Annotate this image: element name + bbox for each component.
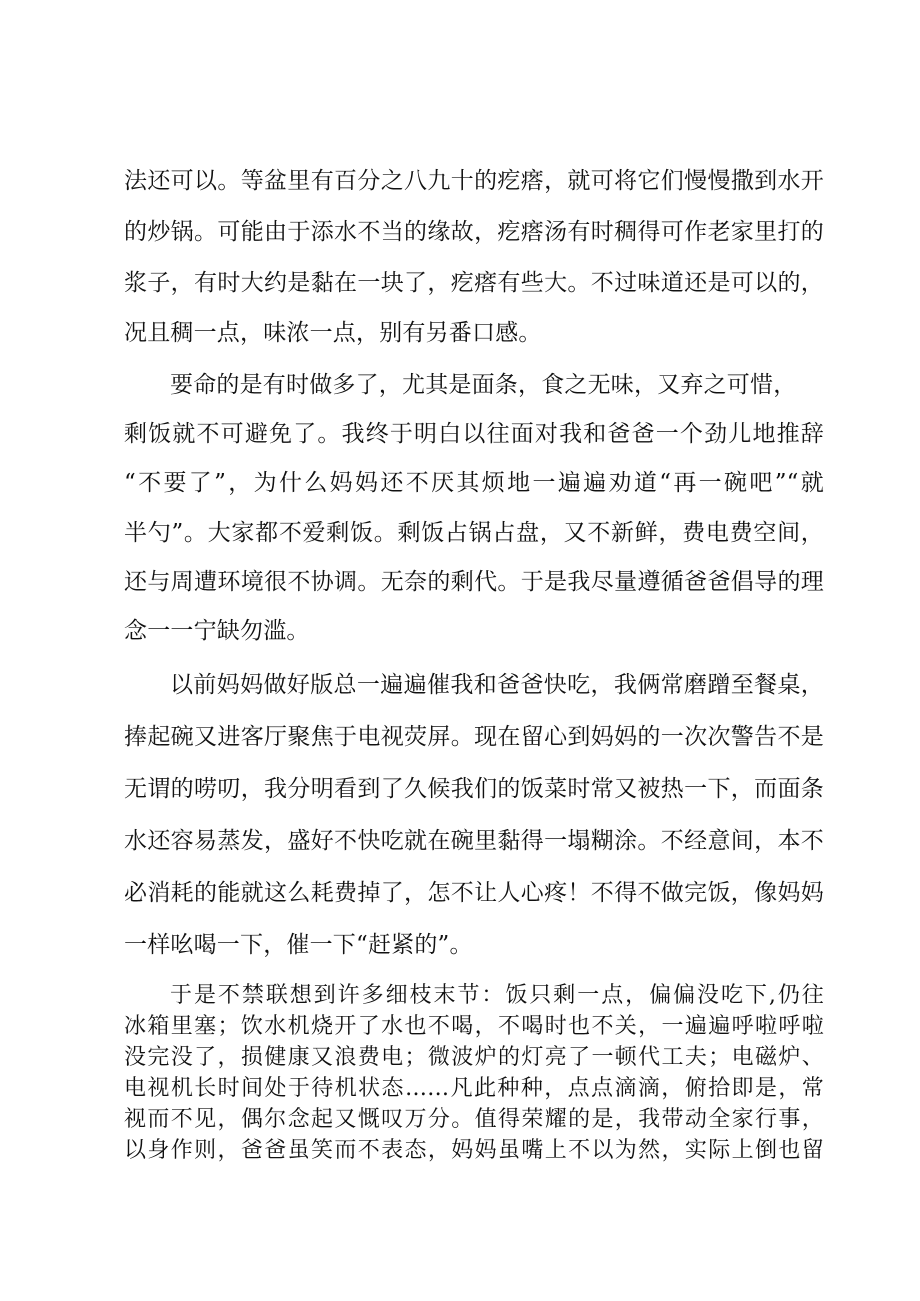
paragraph-3-line-3: 无谓的唠叨，我分明看到了久候我们的饭菜时常又被热一下，而面条 [124, 776, 824, 802]
paragraph-3-line-1: 以前妈妈做好版总一遍遍催我和爸爸快吃，我俩常磨蹭至餐桌， [170, 672, 824, 698]
paragraph-2-line-4: 半勺”。大家都不爱剩饭。剩饭占锅占盘，又不新鲜，费电费空间， [124, 520, 824, 546]
paragraph-4-line-2: 冰箱里塞；饮水机烧开了水也不喝，不喝时也不关，一遍遍呼啦呼啦 [124, 1014, 824, 1039]
paragraph-2-line-2: 剩饭就不可避免了。我终于明白以往面对我和爸爸一个劲儿地推辞 [124, 421, 824, 447]
paragraph-3-line-2: 捧起碗又进客厅聚焦于电视荧屏。现在留心到妈妈的一次次警告不是 [124, 724, 824, 750]
paragraph-4-line-1: 于是不禁联想到许多细枝末节：饭只剩一点，偏偏没吃下,仍往 [170, 983, 824, 1008]
paragraph-2-line-1: 要命的是有时做多了，尤其是面条，食之无味，又弃之可惜， [170, 372, 797, 398]
paragraph-3-line-6: 一样吆喝一下，催一下“赶紧的”。 [124, 932, 473, 958]
paragraph-2-line-6: 念一一宁缺勿滥。 [124, 618, 310, 644]
paragraph-1-line-2: 的炒锅。可能由于添水不当的缘故，疙瘩汤有时稠得可作老家里打的 [124, 219, 824, 245]
paragraph-4-line-6: 以身作则，爸爸虽笑而不表态，妈妈虽嘴上不以为然，实际上倒也留 [124, 1138, 824, 1163]
paragraph-3-line-4: 水还容易蒸发，盛好不快吃就在碗里黏得一塌糊涂。不经意间，本不 [124, 828, 824, 854]
paragraph-4-line-5: 视而不见，偶尔念起又慨叹万分。值得荣耀的是，我带动全家行事， [124, 1107, 824, 1132]
paragraph-2-line-5: 还与周遭环境很不协调。无奈的剩代。于是我尽量遵循爸爸倡导的理 [124, 569, 824, 595]
paragraph-4-line-3: 没完没了，损健康又浪费电；微波炉的灯亮了一顿代工夫；电磁炉、 [124, 1045, 824, 1070]
paragraph-1-line-1: 法还可以。等盆里有百分之八九十的疙瘩，就可将它们慢慢撒到水开 [124, 168, 824, 194]
paragraph-1-line-3: 浆子，有时大约是黏在一块了，疙瘩有些大。不过味道还是可以的， [124, 270, 824, 296]
paragraph-4-line-4: 电视机长时间处于待机状态……凡此种种，点点滴滴，俯拾即是，常 [124, 1076, 824, 1101]
paragraph-1-line-4: 况且稠一点，味浓一点，别有另番口感。 [124, 320, 542, 346]
paragraph-3-line-5: 必消耗的能就这么耗费掉了，怎不让人心疼！不得不做完饭，像妈妈 [124, 880, 824, 906]
paragraph-2-line-3: “不要了”，为什么妈妈还不厌其烦地一遍遍劝道“再一碗吧”“就 [124, 470, 824, 496]
